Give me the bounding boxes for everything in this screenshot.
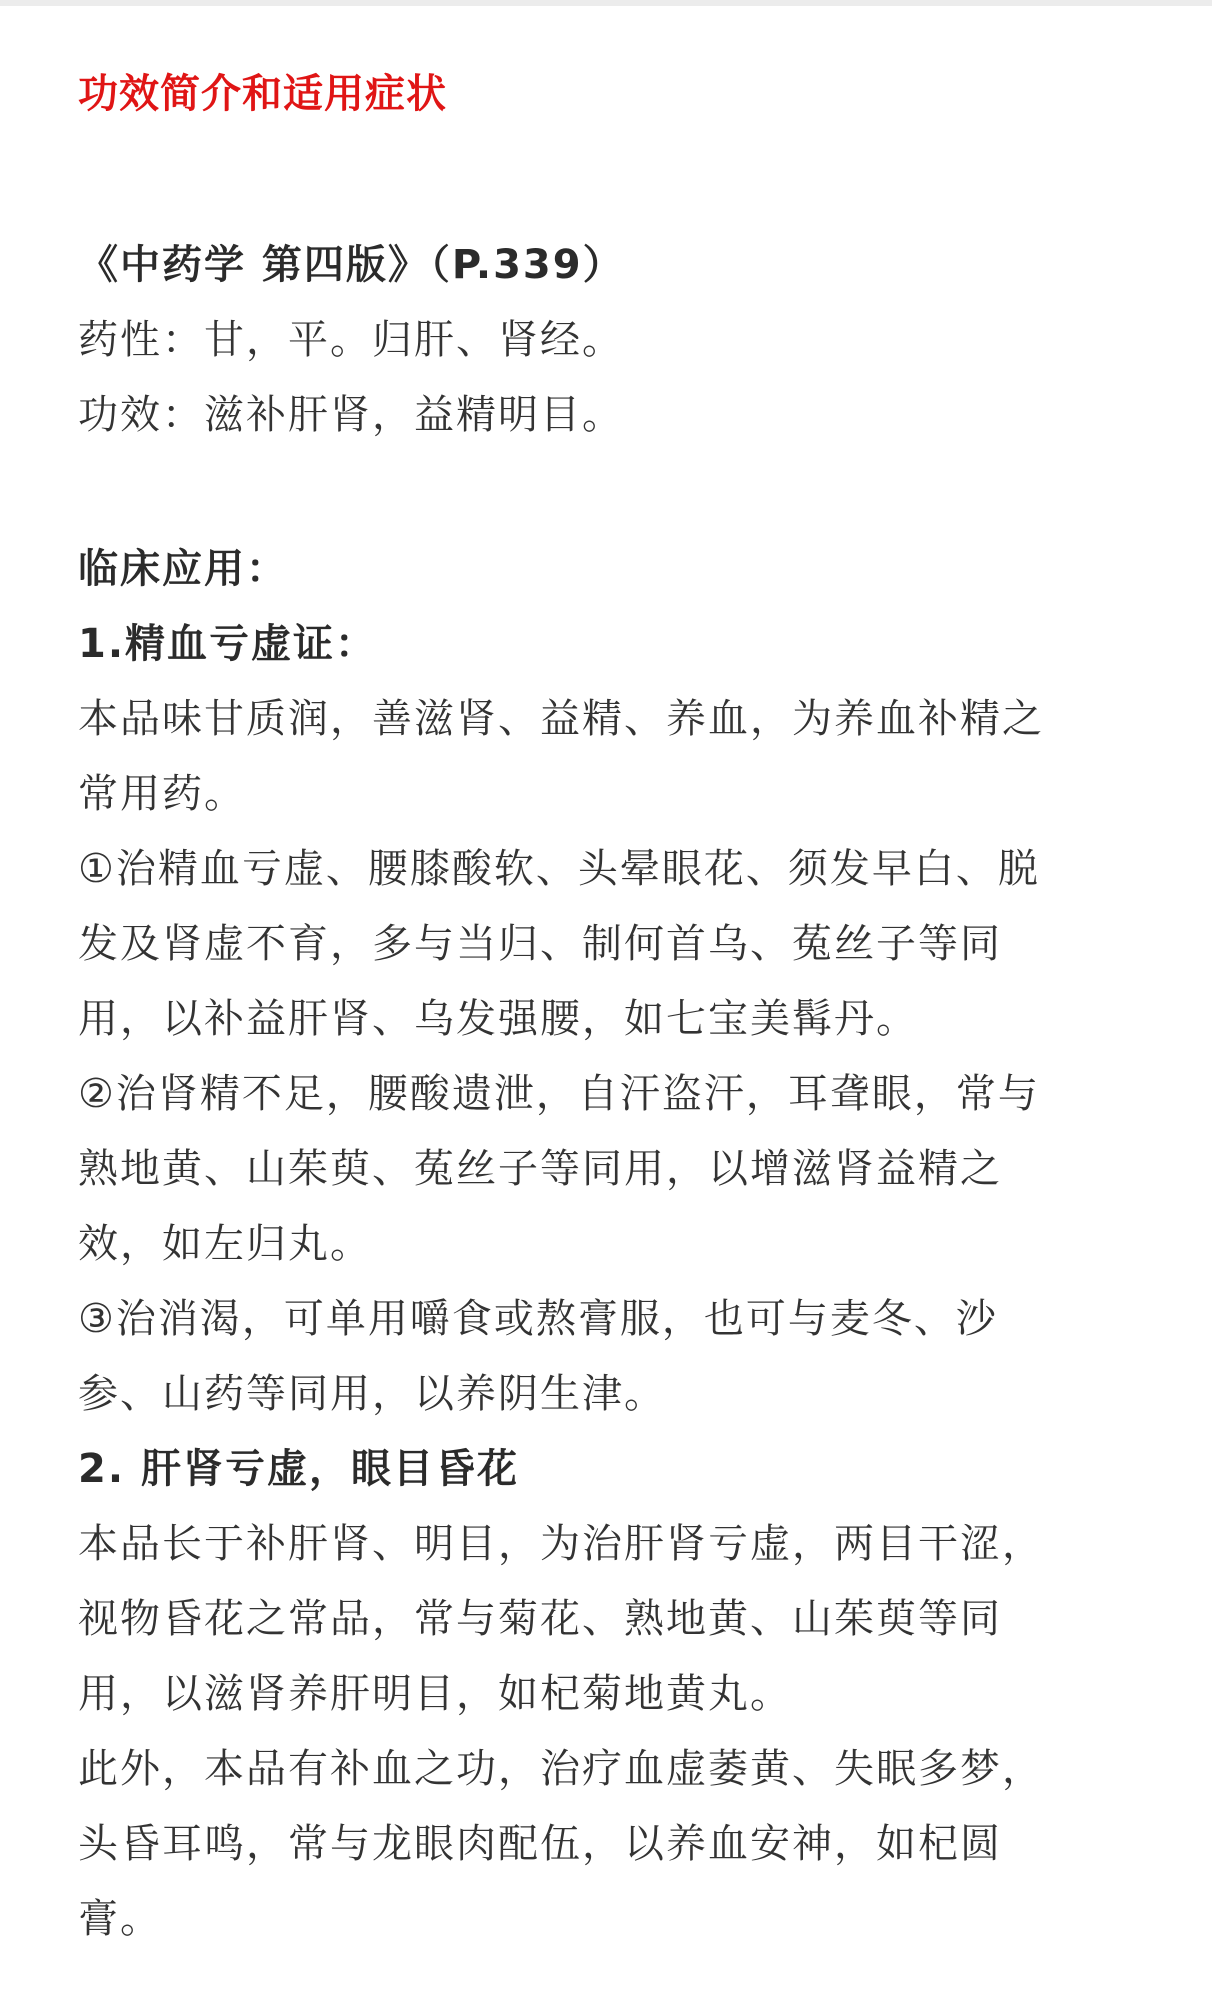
item1-title: 1.精血亏虚证：	[78, 621, 378, 667]
item2-line: 此外，本品有补血之功，治疗血虚萎黄、失眠多梦，	[78, 1746, 1044, 1792]
spacer	[78, 130, 1142, 228]
spacer	[78, 453, 1142, 532]
item2-line: 膏。	[78, 1896, 162, 1942]
item2-line: 用，以滋肾养肝明目，如杞菊地黄丸。	[78, 1671, 792, 1717]
section-heading: 功效简介和适用症状	[78, 71, 447, 117]
item1-line: 熟地黄、山茱萸、菟丝子等同用，以增滋肾益精之	[78, 1146, 1002, 1192]
clinical-title: 临床应用：	[78, 546, 288, 592]
item2-line: 本品长于补肝肾、明目，为治肝肾亏虚，两目干涩，	[78, 1521, 1044, 1567]
property-line: 药性：甘，平。归肝、肾经。	[78, 317, 624, 363]
item1-line: 用，以补益肝肾、乌发强腰，如七宝美髯丹。	[78, 996, 918, 1042]
item1-line: 常用药。	[78, 771, 246, 817]
item2-title: 2. 肝肾亏虚，眼目昏花	[78, 1446, 519, 1492]
item2-line: 头昏耳鸣，常与龙眼肉配伍，以养血安神，如杞圆	[78, 1821, 1002, 1867]
item2-line: 视物昏花之常品，常与菊花、熟地黄、山茱萸等同	[78, 1596, 1002, 1642]
item1-line: ③治消渴，可单用嚼食或熬膏服，也可与麦冬、沙	[78, 1296, 998, 1342]
source-title: 《中药学 第四版》（P.339）	[78, 242, 625, 288]
item1-line: ①治精血亏虚、腰膝酸软、头晕眼花、须发早白、脱	[78, 846, 1040, 892]
item1-line: 参、山药等同用，以养阴生津。	[78, 1371, 666, 1417]
efficacy-line: 功效：滋补肝肾，益精明目。	[78, 392, 624, 438]
item1-line: 本品味甘质润，善滋肾、益精、养血，为养血补精之	[78, 696, 1044, 742]
item1-line: 效，如左归丸。	[78, 1221, 372, 1267]
item1-line: ②治肾精不足，腰酸遗泄，自汗盗汗，耳聋眼，常与	[78, 1071, 1040, 1117]
item1-line: 发及肾虚不育，多与当归、制何首乌、菟丝子等同	[78, 921, 1002, 967]
